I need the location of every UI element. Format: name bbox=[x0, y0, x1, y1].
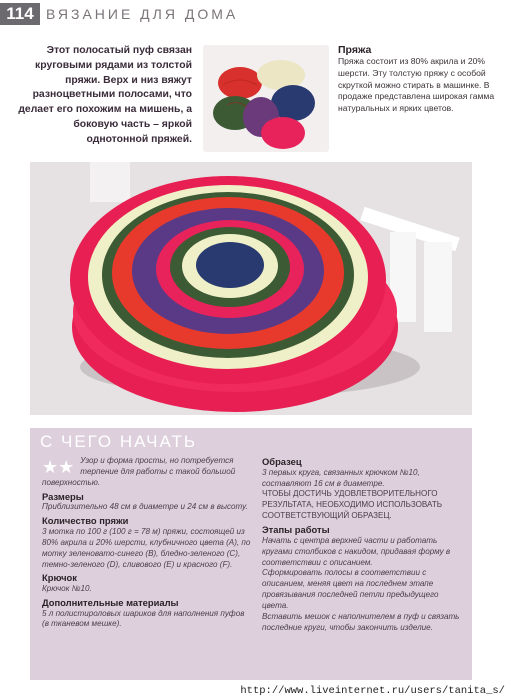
panel-title: С ЧЕГО НАЧАТЬ bbox=[40, 432, 198, 451]
page-number: 114 bbox=[0, 3, 40, 25]
extra-heading: Дополнительные материалы bbox=[42, 596, 179, 608]
steps-text-3: Вставить мешок с наполнителем в пуф и связать последние круги, чтобы закончить изделие. bbox=[262, 612, 460, 632]
difficulty-stars bbox=[42, 458, 74, 477]
yarn-qty-heading: Количество пряжи bbox=[42, 515, 129, 527]
star-icon: ★ bbox=[58, 457, 75, 477]
yarn-description: Пряжа состоит из 80% акрила и 20% шерсти. Эту толстую пряжу с особой скруткой можно стирать в машинке. В продаже представлена широкая гамма натуральных и ярких цветов. bbox=[338, 56, 495, 114]
extra-text: 5 л полистироловых шариков для наполнения пуфов (в тканевом мешке). bbox=[42, 608, 245, 629]
sizes-text: Приблизительно 48 см в диаметре и 24 см в высоту. bbox=[42, 502, 248, 512]
page-header bbox=[0, 0, 511, 30]
intro-text: Этот полосатый пуф связан круговыми рядами из толстой пряжи. Верх и низ вяжут разноцветными полосами, что делает его похожим на мишень, а боковую часть – яркой однотонной пряжей. bbox=[18, 45, 192, 145]
section-title: ВЯЗАНИЕ ДЛЯ ДОМА bbox=[46, 6, 239, 22]
left-column bbox=[42, 456, 252, 630]
yarn-title: Пряжа bbox=[338, 44, 372, 56]
right-column bbox=[262, 456, 462, 634]
steps-text-2: Сформировать полосы в соответствии с описанием, меняя цвет на последнем этапе провязывания последней петли предыдущего цвета. bbox=[262, 568, 439, 611]
yarn-balls-photo bbox=[203, 45, 329, 152]
pouf-photo bbox=[30, 162, 472, 415]
steps-heading: Этапы работы bbox=[262, 524, 330, 536]
source-url: http://www.liveinternet.ru/users/tanita_s/ bbox=[240, 685, 505, 697]
sizes-heading: Размеры bbox=[42, 490, 84, 502]
sample-heading: Образец bbox=[262, 456, 302, 467]
steps-text-1: Начать с центра верхней части и работать кругами столбиков с накидом, придавая форму в соответствии с описанием. bbox=[262, 535, 451, 567]
yarn-qty-text: 3 мотка по 100 г (100 г = 78 м) пряжи, состоящей из 80% акрила и 20% шерсти, клубничного цвета (A), по мотку зеленовато-синего (B), бледно-зеленого (C), темно-зеленого (D), сливового (E) и красного (F). bbox=[42, 526, 251, 569]
star-icon: ★ bbox=[42, 457, 59, 477]
sample-warning: ЧТОБЫ ДОСТИЧЬ УДОВЛЕТВОРИТЕЛЬНОГО РЕЗУЛЬТАТА, НЕОБХОДИМО ИСПОЛЬЗОВАТЬ СООТВЕТСТВУЮЩИЙ ОБРАЗЕЦ. bbox=[262, 489, 443, 521]
hook-heading: Крючок bbox=[42, 572, 77, 584]
sample-text: 3 первых круга, связанных крючком №10, составляют 16 см в диаметре. bbox=[262, 467, 420, 488]
getting-started-panel bbox=[30, 428, 472, 680]
hook-text: Крючок №10. bbox=[42, 584, 92, 594]
difficulty-text: Узор и форма просты, но потребуется терпение для работы с такой большой поверхностью. bbox=[42, 456, 236, 487]
